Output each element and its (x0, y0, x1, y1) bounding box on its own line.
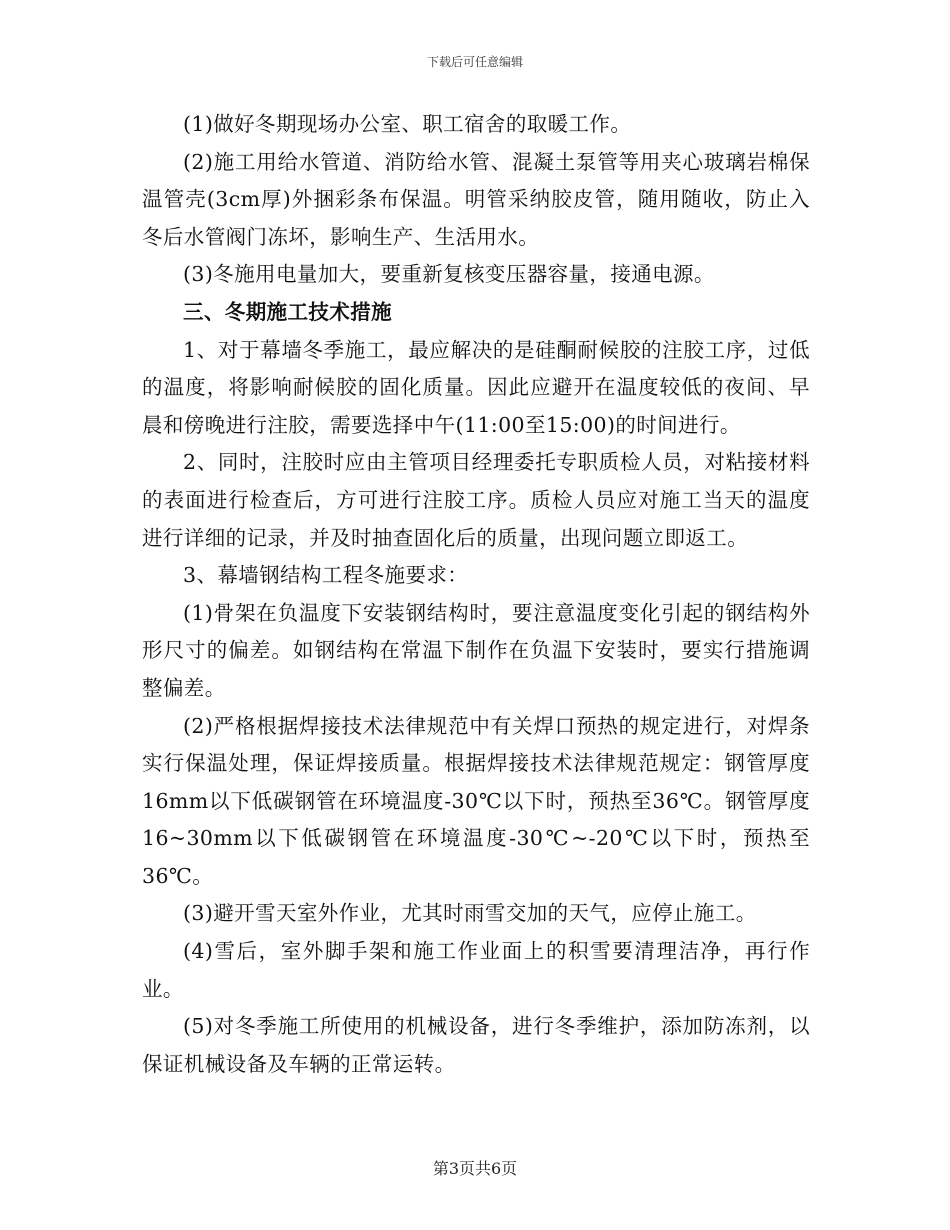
page-number: 第3页共6页 (432, 1159, 518, 1178)
paragraph-after-snow: (4)雪后，室外脚手架和施工作业面上的积雪要清理洁净，再行作业。 (142, 939, 810, 1001)
paragraph-sealant: 1、对于幕墙冬季施工，最应解决的是硅酮耐候胶的注胶工序，过低的温度，将影响耐候胶的固化质量。因此应避开在温度较低的夜间、早晨和傍晚进行注胶，需要选择中午(11:00至15:00)的时间进行。 (142, 337, 810, 437)
paragraph-power: (3)冬施用电量加大，要重新复核变压器容量，接通电源。 (183, 262, 715, 287)
paragraph-welding: (2)严格根据焊接技术法律规范中有关焊口预热的规定进行，对焊条实行保温处理，保证焊接质量。根据焊接技术法律规范规定：钢管厚度16mm以下低碳钢管在环境温度-30℃以下时，预热至36℃。钢管厚度16~30mm以下低碳钢管在环境温度-30℃~-20℃以下时，预热至36℃。 (142, 713, 810, 888)
document-body (142, 106, 810, 1083)
paragraph-heating: (1)做好冬期现场办公室、职工宿舍的取暖工作。 (183, 112, 632, 136)
paragraph-steel-structure: 3、幕墙钢结构工程冬施要求： (183, 563, 469, 588)
paragraph-machinery: (5)对冬季施工所使用的机械设备，进行冬季维护，添加防冻剂，以保证机械设备及车辆的正常运转。 (142, 1014, 810, 1076)
section-heading: 三、冬期施工技术措施 (183, 299, 392, 324)
page-header: 下载后可任意编辑 (426, 55, 523, 69)
paragraph-snow-days: (3)避开雪天室外作业，尤其时雨雪交加的天气，应停止施工。 (183, 901, 757, 926)
paragraph-inspection: 2、同时，注胶时应由主管项目经理委托专职质检人员，对粘接材料的表面进行检查后，方可进行注胶工序。质检人员应对施工当天的温度进行详细的记录，并及时抽查固化后的质量，出现问题立即返工。 (142, 450, 810, 550)
paragraph-frame-install: (1)骨架在负温度下安装钢结构时，要注意温度变化引起的钢结构外形尺寸的偏差。如钢结构在常温下制作在负温下安装时，要实行措施调整偏差。 (142, 600, 810, 700)
paragraph-water-pipes: (2)施工用给水管道、消防给水管、混凝土泵管等用夹心玻璃岩棉保温管壳(3cm厚)外捆彩条布保温。明管采纳胶皮管，随用随收，防止入冬后水管阀门冻坏，影响生产、生活用水。 (142, 149, 810, 249)
